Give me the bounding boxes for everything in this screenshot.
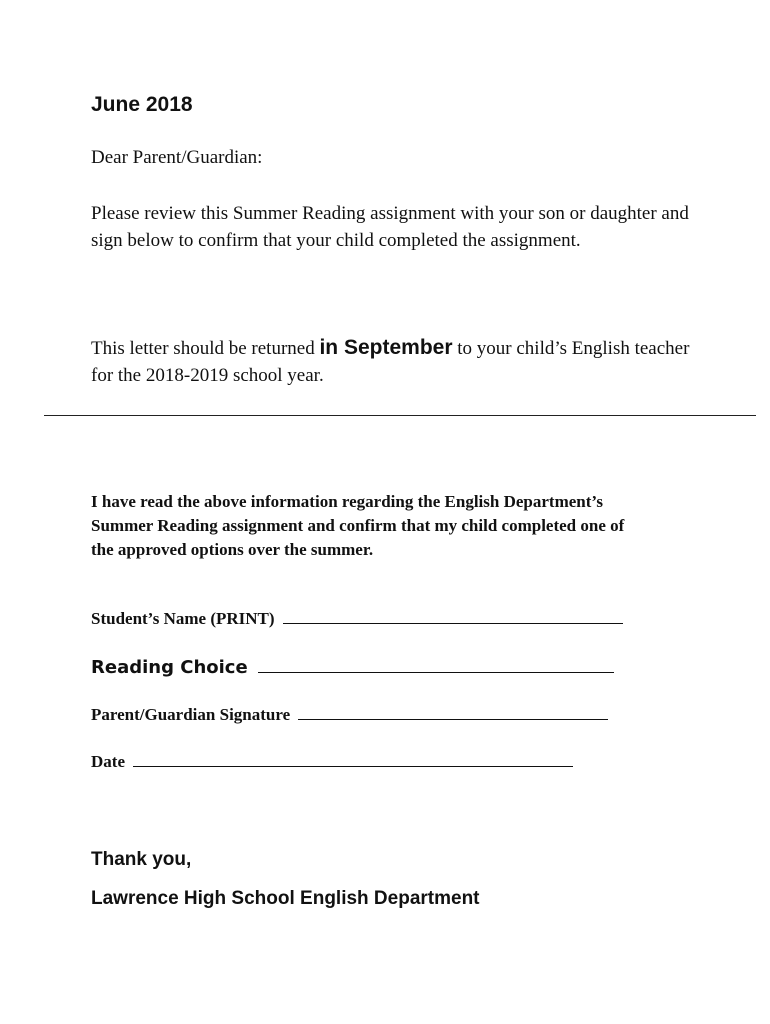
reading-choice-line[interactable] xyxy=(258,671,614,673)
paragraph-return-before: This letter should be returned xyxy=(91,338,315,359)
student-name-field[interactable] xyxy=(91,609,623,629)
paragraph-return-emphasis: in September xyxy=(319,336,453,359)
greeting: Dear Parent/Guardian: xyxy=(91,147,263,168)
paragraph-return xyxy=(91,334,691,389)
paragraph-review: Please review this Summer Reading assignment with your son or daughter and sign below to confirm that your child completed the assignment. xyxy=(91,203,689,251)
date-line[interactable] xyxy=(133,765,573,767)
student-name-line[interactable] xyxy=(283,622,623,624)
reading-choice-label: Reading Choice xyxy=(91,657,248,678)
confirmation-statement: I have read the above information regarding the English Department’s Summer Reading assignment and confirm that my child completed one of the approved options over the summer. xyxy=(91,492,625,559)
signature-field[interactable] xyxy=(91,705,608,725)
date-label: Date xyxy=(91,752,125,771)
letter-date: June 2018 xyxy=(91,93,193,116)
date-field[interactable] xyxy=(91,752,573,772)
closing-signoff: Lawrence High School English Department xyxy=(91,888,480,909)
signature-line[interactable] xyxy=(298,718,608,720)
closing-thanks: Thank you, xyxy=(91,849,192,870)
signature-label: Parent/Guardian Signature xyxy=(91,705,291,724)
student-name-label: Student’s Name (PRINT) xyxy=(91,609,275,628)
paragraph-return-after: to your child’s English teacher for the 2018-2019 school year. xyxy=(91,338,690,386)
section-divider xyxy=(44,415,756,416)
reading-choice-field[interactable] xyxy=(91,657,614,678)
